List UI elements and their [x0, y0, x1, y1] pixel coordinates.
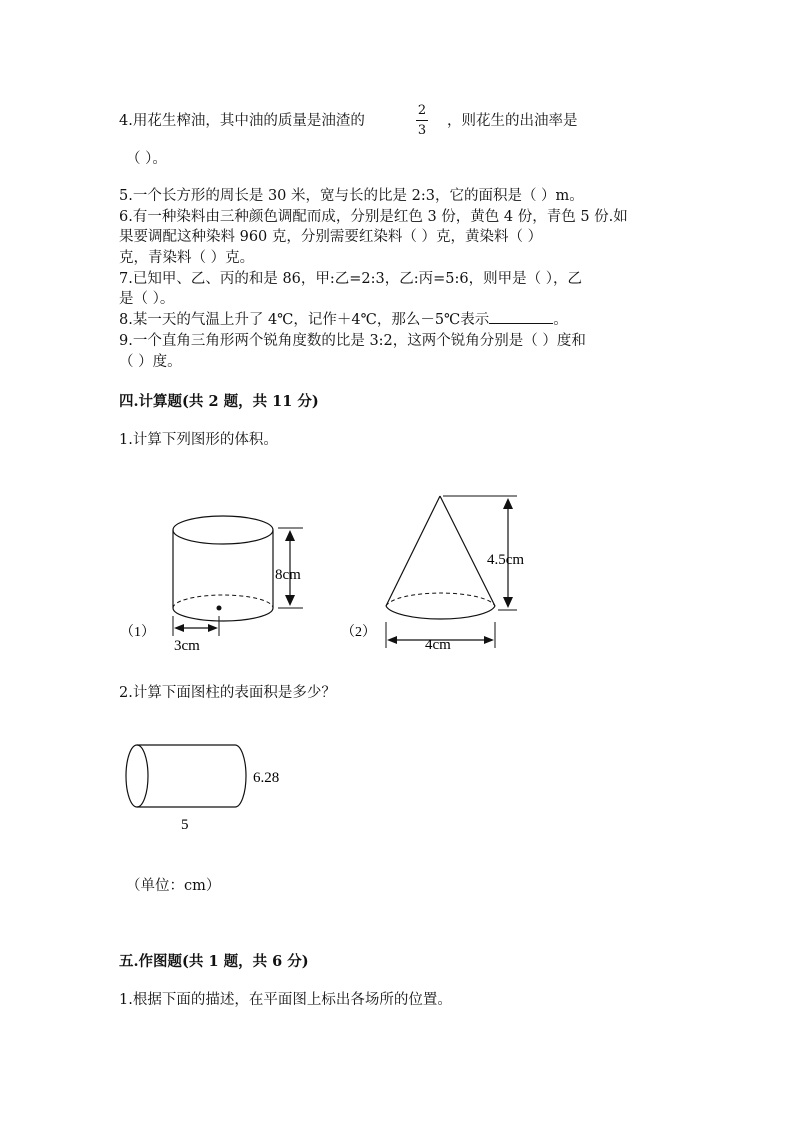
cone-base-front [386, 606, 495, 619]
q8-text-end: 。 [553, 312, 568, 328]
cone-diameter-label: 4cm [425, 637, 451, 653]
cylinder-bottom-front [173, 608, 273, 621]
q9-line2: （ ）度。 [119, 354, 182, 370]
q8-answer-line [489, 322, 553, 324]
cone-height-arrow-up [503, 498, 513, 509]
q4-fraction-numerator: 2 [417, 103, 427, 118]
cone-left-edge [386, 496, 440, 606]
q4-answer-blank: （ ）。 [126, 151, 167, 167]
cylinder-right-end [235, 745, 246, 807]
figure1-label: （1） [120, 625, 155, 640]
cone-figure [335, 488, 555, 658]
q5-text: 5.一个长方形的周长是 30 米，宽与长的比是 2:3，它的面积是（ ）m。 [119, 188, 584, 204]
q4-fraction-denominator: 3 [417, 123, 427, 138]
q4-text-before: 4.用花生榨油，其中油的质量是油渣的 [119, 113, 365, 129]
section4-title: 四.计算题(共 2 题，共 11 分) [119, 393, 319, 410]
radius-arrow-left [174, 624, 184, 632]
cylinder-height-label: 8cm [275, 567, 301, 583]
q7-line2: 是（ ）。 [119, 291, 175, 307]
cylinder-figure [110, 500, 330, 660]
section5-title: 五.作图题(共 1 题，共 6 分) [119, 953, 309, 970]
section5-item1: 1.根据下面的描述，在平面图上标出各场所的位置。 [119, 992, 452, 1008]
section4-item1: 1.计算下列图形的体积。 [119, 432, 278, 448]
cylinder-center-dot [217, 606, 222, 611]
circumference-label: 6.28 [253, 770, 280, 786]
horizontal-cylinder-figure [115, 735, 315, 835]
cone-height-label: 4.5cm [487, 552, 525, 568]
q6-line2: 果要调配这种染料 960 克，分别需要红染料（ ）克，黄染料（ ） [119, 229, 543, 245]
q8-text [119, 313, 568, 328]
figure2-label: （2） [341, 625, 376, 640]
q7-line1: 7.已知甲、乙、丙的和是 86，甲:乙=2:3，乙:丙=5:6，则甲是（ ），乙 [119, 271, 582, 287]
cone-base-back-dashed [386, 593, 495, 606]
height-arrow-up [285, 530, 295, 541]
cylinder-radius-label: 3cm [174, 638, 200, 654]
cone-right-edge [440, 496, 495, 606]
cylinder-top-ellipse [173, 516, 273, 544]
cone-height-arrow-down [503, 597, 513, 608]
q6-line1: 6.有一种染料由三种颜色调配而成，分别是红色 3 份，黄色 4 份，青色 5 份.如 [119, 209, 628, 225]
q6-line3: 克，青染料（ ）克。 [119, 250, 255, 266]
unit-note: （单位：cm） [126, 878, 221, 894]
cylinder-bottom-back-dashed [173, 595, 273, 608]
diameter-arrow-right [484, 636, 494, 644]
length-label: 5 [181, 817, 189, 833]
radius-arrow-right [208, 624, 218, 632]
diameter-arrow-left [387, 636, 397, 644]
q9-line1: 9.一个直角三角形两个锐角度数的比是 3:2，这两个锐角分别是（ ）度和 [119, 333, 586, 349]
height-arrow-down [285, 595, 295, 606]
q8-text-main: 8.某一天的气温上升了 4℃，记作＋4℃，那么－5℃表示 [119, 312, 490, 328]
q4-fraction-bar [416, 120, 428, 121]
cylinder-left-end [126, 745, 148, 807]
section4-item2: 2.计算下面图柱的表面积是多少？ [119, 685, 336, 701]
q4-text-after: ，则花生的出油率是 [447, 113, 578, 129]
